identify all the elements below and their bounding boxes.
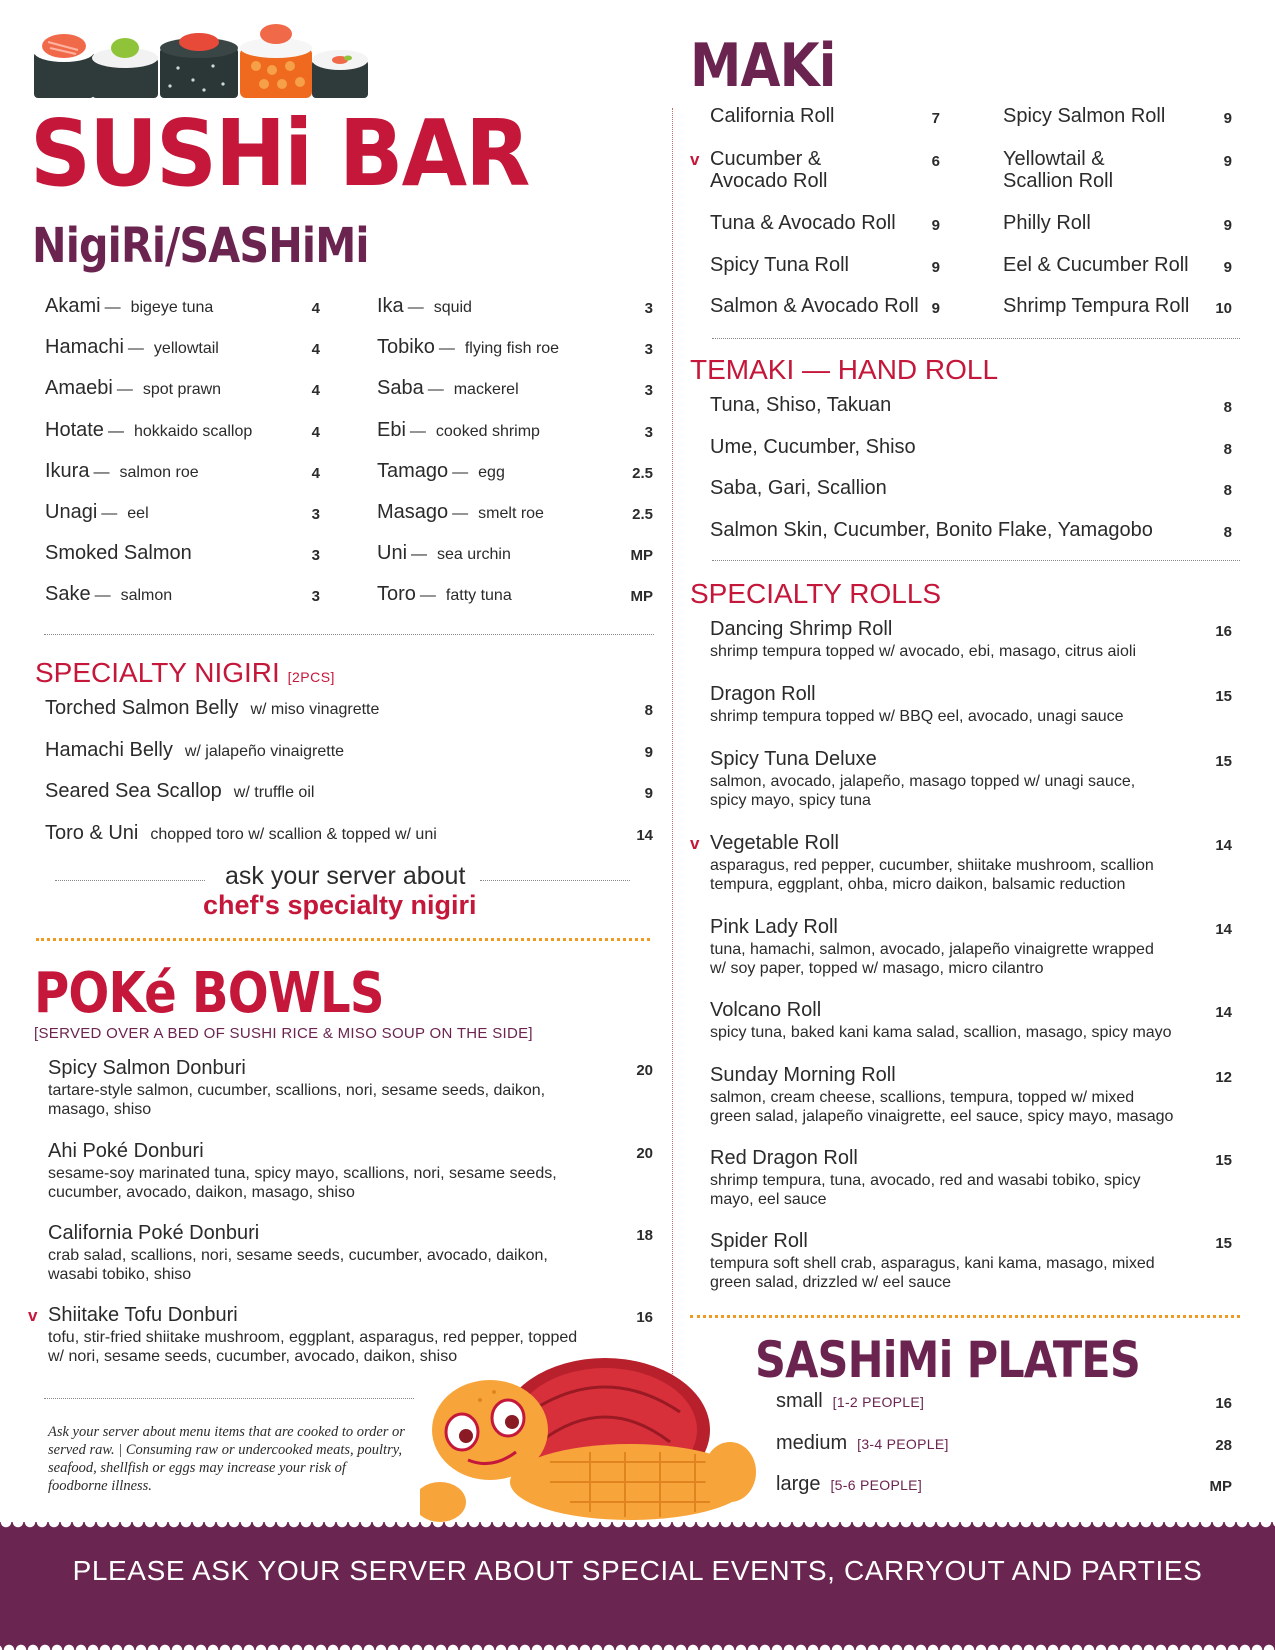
menu-item	[1003, 212, 1091, 235]
item-price: 8	[1223, 440, 1232, 458]
poke-tag: [SERVED OVER A BED OF SUSHI RICE & MISO SOUP ON THE SIDE]	[34, 1025, 533, 1042]
item-description: sesame-soy marinated tuna, spicy mayo, scallions, nori, sesame seeds,	[48, 1165, 557, 1182]
dash-separator: —	[419, 587, 436, 605]
item-price: 9	[1223, 153, 1232, 170]
item-price: MP	[1209, 1478, 1232, 1495]
item-description: salmon, avocado, jalapeño, masago topped w/ unagi sauce,	[710, 773, 1136, 790]
item-name: Volcano Roll	[710, 999, 822, 1021]
item-price: 15	[1215, 1235, 1232, 1252]
item-description: bigeye tuna	[130, 299, 214, 316]
item-price: 16	[636, 1309, 653, 1326]
item-name: California Poké Donburi	[48, 1222, 260, 1244]
item-name: Ebi	[377, 418, 406, 441]
sushi-illustration	[28, 18, 388, 103]
item-name: Yellowtail &	[1003, 148, 1105, 170]
menu-item	[710, 1147, 858, 1170]
item-description: shrimp tempura, tuna, avocado, red and wasabi tobiko, spicy	[710, 1172, 1141, 1189]
menu-item	[1003, 148, 1105, 171]
dash-separator: —	[452, 463, 469, 481]
item-name: Spicy Salmon Donburi	[48, 1057, 246, 1079]
item-price: 20	[636, 1062, 653, 1079]
item-description: wasabi tobiko, shiso	[48, 1265, 192, 1283]
menu-item	[48, 1304, 238, 1327]
vegetarian-mark: v	[28, 1306, 38, 1325]
item-price: 7	[931, 110, 940, 127]
menu-item-line2	[1003, 170, 1113, 193]
vegetarian-mark: v	[690, 834, 700, 853]
item-name: Unagi	[45, 501, 98, 523]
item-price: 14	[636, 826, 653, 844]
item-name: Sunday Morning Roll	[710, 1064, 896, 1086]
item-price: 9	[644, 785, 653, 802]
menu-item	[710, 212, 896, 235]
item-description: spicy tuna, baked kani kama salad, scallion, masago, spicy mayo	[710, 1024, 1172, 1041]
menu-item	[710, 519, 1153, 542]
item-price: 3	[311, 547, 320, 565]
item-name: Hamachi	[45, 336, 124, 359]
menu-item	[45, 583, 172, 606]
item-price: 4	[311, 382, 320, 400]
item-description: green salad, drizzled w/ eel sauce	[710, 1273, 952, 1291]
menu-item	[1003, 295, 1189, 318]
divider	[712, 338, 1240, 339]
divider	[480, 880, 630, 881]
ask-server-line: ask your server about	[225, 862, 466, 890]
item-name: Philly Roll	[1003, 212, 1091, 234]
item-description: mayo, eel sauce	[710, 1190, 827, 1208]
item-name: Ahi Poké Donburi	[48, 1140, 204, 1162]
item-name: Sake	[45, 583, 91, 606]
item-price: 16	[1215, 1395, 1232, 1412]
item-price: 4	[311, 464, 320, 482]
item-name: Ume, Cucumber, Shiso	[710, 435, 916, 458]
item-name: Spicy Tuna Roll	[710, 254, 849, 276]
item-name: California Roll	[710, 105, 835, 127]
item-price: 8	[1223, 399, 1232, 416]
item-price: 9	[931, 259, 940, 276]
menu-item	[377, 419, 540, 442]
item-price: 9	[931, 300, 940, 317]
page-title: SUSHi BAR	[30, 100, 529, 207]
menu-item	[45, 460, 199, 483]
item-description: green salad, jalapeño vinaigrette, eel sauce, spicy mayo, masago	[710, 1107, 1174, 1125]
item-description: fatty tuna	[445, 587, 512, 605]
item-description: spicy mayo, spicy tuna	[710, 791, 871, 809]
item-description: mackerel	[453, 381, 519, 399]
item-description: w/ nori, sesame seeds, cucumber, avocado, daikon, shiso	[48, 1347, 458, 1365]
item-serving-size: [5-6 PEOPLE]	[830, 1477, 923, 1493]
item-price: 3	[644, 382, 653, 400]
dash-separator: —	[101, 505, 118, 522]
menu-item-line2	[710, 170, 827, 193]
menu-item	[776, 1432, 949, 1455]
item-name: Avocado Roll	[710, 170, 828, 192]
menu-item	[710, 436, 916, 459]
menu-item	[45, 542, 192, 565]
dash-separator: —	[127, 340, 144, 358]
item-price: 9	[1223, 217, 1232, 234]
item-description: salmon	[120, 587, 173, 605]
item-name: Saba, Gari, Scallion	[710, 477, 887, 500]
menu-item	[776, 1390, 924, 1413]
item-price: 2.5	[632, 506, 653, 523]
menu-item	[710, 295, 919, 318]
item-name: Spider Roll	[710, 1230, 808, 1252]
item-price: 16	[1215, 623, 1232, 640]
item-price: 15	[1215, 688, 1232, 705]
item-name: Spicy Salmon Roll	[1003, 105, 1166, 127]
dash-separator: —	[104, 299, 121, 316]
dash-separator: —	[438, 340, 455, 358]
item-price: 3	[644, 341, 653, 359]
menu-item	[45, 295, 213, 318]
item-description: egg	[478, 463, 505, 481]
menu-item	[710, 105, 835, 128]
item-description: tempura, eggplant, ohba, micro daikon, balsamic reduction	[710, 875, 1126, 893]
item-price: 20	[636, 1145, 653, 1162]
item-description: tempura soft shell crab, asparagus, kani kama, masago, mixed	[710, 1255, 1155, 1272]
wasabi-roll-icon	[92, 38, 158, 98]
item-description: yellowtail	[153, 340, 219, 358]
menu-item	[1003, 254, 1189, 277]
item-description: w/ truffle oil	[233, 784, 315, 801]
dash-separator: —	[409, 422, 426, 440]
menu-item	[45, 336, 219, 359]
menu-item	[48, 1140, 204, 1163]
item-description: salmon roe	[119, 463, 199, 481]
raw-food-notice: Ask your server about menu items that are cooked to order or served raw. | Consuming raw or undercooked meats, poultry, seafood, shellfish or eggs may increase your risk of foodborne illness.	[48, 1424, 405, 1494]
item-description: squid	[433, 299, 472, 316]
item-name: medium	[776, 1431, 848, 1454]
item-name: Tamago	[377, 459, 449, 482]
item-name: Masago	[377, 501, 449, 523]
menu-item	[377, 583, 512, 606]
item-price: MP	[630, 547, 653, 565]
item-description: flying fish roe	[464, 340, 560, 358]
menu-item	[48, 1222, 259, 1245]
item-description: sea urchin	[437, 546, 511, 564]
item-name: Spicy Tuna Deluxe	[710, 748, 877, 770]
dash-separator: —	[116, 381, 133, 399]
menu-item	[710, 148, 821, 171]
item-name: Tuna & Avocado Roll	[710, 212, 896, 234]
item-description: cucumber, avocado, daikon, masago, shiso	[48, 1183, 355, 1201]
menu-item	[377, 336, 559, 359]
divider	[55, 880, 205, 881]
dash-separator: —	[93, 463, 110, 481]
item-description: cooked shrimp	[435, 422, 540, 440]
item-price: MP	[630, 588, 653, 606]
item-price: 3	[311, 588, 320, 606]
maki-heading: MAKi	[690, 31, 836, 101]
divider	[44, 1398, 414, 1399]
item-name: Salmon Skin, Cucumber, Bonito Flake, Yamagobo	[710, 519, 1153, 542]
menu-item	[377, 501, 544, 524]
item-serving-size: [3-4 PEOPLE]	[857, 1435, 949, 1452]
item-price: 4	[311, 300, 320, 317]
divider	[712, 560, 1240, 561]
item-name: Saba	[377, 377, 424, 400]
menu-item	[710, 1064, 896, 1087]
specialty-rolls-heading: SPECIALTY ROLLS	[690, 578, 942, 609]
item-description: asparagus, red pepper, cucumber, shiitake mushroom, scallion	[710, 857, 1154, 874]
item-price: 14	[1215, 1004, 1232, 1021]
item-name: Hamachi Belly	[45, 738, 173, 761]
poke-heading: POKé BOWLS	[34, 961, 384, 1026]
item-price: 3	[644, 300, 653, 317]
menu-item	[377, 542, 511, 565]
item-name: Cucumber &	[710, 148, 822, 170]
menu-item	[45, 501, 149, 524]
item-name: Scallion Roll	[1003, 170, 1114, 192]
menu-item	[45, 739, 344, 762]
menu-item	[45, 377, 221, 400]
item-price: 9	[1223, 259, 1232, 276]
item-description: tuna, hamachi, salmon, avocado, jalapeño vinaigrette wrapped	[710, 941, 1154, 958]
item-name: Ika	[377, 295, 404, 317]
item-name: Dragon Roll	[710, 683, 816, 705]
item-price: 9	[1223, 110, 1232, 127]
roe-roll-icon	[240, 24, 312, 98]
item-name: Toro	[377, 583, 416, 606]
item-name: Vegetable Roll	[710, 832, 839, 854]
item-name: Eel & Cucumber Roll	[1003, 254, 1189, 276]
footer-scallop-top	[0, 1522, 1275, 1532]
item-description: w/ soy paper, topped w/ masago, micro cilantro	[710, 959, 1044, 977]
item-description: masago, shiso	[48, 1100, 152, 1118]
item-price: 4	[311, 423, 320, 441]
item-name: large	[776, 1473, 821, 1495]
menu-item	[710, 999, 821, 1022]
salmon-roll-icon	[34, 34, 94, 98]
item-description: salmon, cream cheese, scallions, tempura, topped w/ mixed	[710, 1089, 1135, 1106]
sesame-roll-icon	[160, 33, 238, 98]
item-name: Smoked Salmon	[45, 542, 192, 565]
footer-scallop-bottom	[0, 1640, 1275, 1650]
specialty-nigiri-heading: SPECIALTY NIGIRI [2PCS]	[35, 657, 335, 688]
item-price: 8	[1223, 524, 1232, 542]
nigiri-heading: NigiRi/SASHiMi	[32, 218, 369, 274]
menu-item	[710, 683, 816, 706]
item-description: chopped toro w/ scallion & topped w/ uni	[150, 825, 437, 843]
sashimi-plates-heading: SASHiMi PLATES	[755, 1331, 1140, 1389]
item-name: Amaebi	[45, 377, 113, 400]
item-name: Seared Sea Scallop	[45, 780, 222, 802]
specialty-nigiri-tag: [2PCS]	[287, 669, 335, 685]
maki-slice-icon	[312, 50, 368, 98]
menu-item	[377, 460, 505, 483]
item-price: 3	[644, 423, 653, 441]
column-divider	[672, 108, 673, 1508]
item-price: 9	[644, 743, 653, 761]
footer-text: PLEASE ASK YOUR SERVER ABOUT SPECIAL EVENTS, CARRYOUT AND PARTIES	[72, 1555, 1203, 1586]
item-name: small	[776, 1390, 823, 1412]
item-name: Shiitake Tofu Donburi	[48, 1304, 238, 1326]
item-description: w/ jalapeño vinaigrette	[184, 742, 345, 760]
divider	[690, 1315, 1240, 1318]
menu-item	[45, 697, 379, 720]
menu-item	[710, 394, 891, 417]
item-name: Shrimp Tempura Roll	[1003, 295, 1190, 317]
item-price: 18	[636, 1227, 653, 1244]
item-description: spot prawn	[142, 381, 222, 399]
item-price: 9	[931, 217, 940, 234]
menu-item	[710, 748, 877, 771]
item-name: Tobiko	[377, 336, 435, 359]
dash-separator: —	[94, 587, 111, 605]
item-price: 15	[1215, 753, 1232, 770]
item-description: shrimp tempura topped w/ avocado, ebi, masago, citrus aioli	[710, 643, 1136, 660]
item-price: 8	[1223, 482, 1232, 500]
menu-item	[45, 419, 252, 442]
item-name: Dancing Shrimp Roll	[710, 618, 893, 640]
dash-separator: —	[407, 299, 424, 316]
item-description: tartare-style salmon, cucumber, scallions, nori, sesame seeds, daikon,	[48, 1082, 546, 1099]
item-price: 15	[1215, 1152, 1232, 1169]
menu-item	[377, 295, 472, 318]
item-name: Tuna, Shiso, Takuan	[710, 394, 892, 416]
item-name: Torched Salmon Belly	[45, 697, 239, 719]
item-price: 3	[311, 506, 320, 523]
item-price: 4	[311, 341, 320, 359]
menu-item	[710, 477, 887, 500]
item-name: Hotate	[45, 418, 104, 441]
dash-separator: —	[452, 505, 469, 522]
menu-item	[710, 916, 838, 939]
item-description: tofu, stir-fried shiitake mushroom, eggplant, asparagus, red pepper, topped	[48, 1329, 578, 1346]
item-price: 6	[931, 153, 940, 170]
menu-item	[48, 1057, 246, 1080]
divider	[44, 634, 654, 635]
item-price: 10	[1215, 300, 1232, 317]
item-price: 2.5	[632, 464, 653, 482]
vegetarian-mark: v	[690, 150, 700, 169]
item-description: crab salad, scallions, nori, sesame seeds, cucumber, avocado, daikon,	[48, 1247, 548, 1264]
menu-item	[710, 832, 839, 855]
item-name: Pink Lady Roll	[710, 916, 838, 938]
divider	[36, 938, 650, 941]
item-description: smelt roe	[478, 505, 544, 522]
menu-item	[377, 377, 519, 400]
item-name: Ikura	[45, 459, 90, 482]
item-price: 28	[1215, 1436, 1232, 1454]
item-name: Akami	[45, 295, 101, 317]
item-serving-size: [1-2 PEOPLE]	[832, 1394, 925, 1410]
chefs-specialty-line: chef's specialty nigiri	[203, 890, 477, 920]
item-name: Salmon & Avocado Roll	[710, 295, 919, 317]
menu-item	[45, 780, 314, 803]
turtle-mascot-illustration	[420, 1352, 780, 1532]
item-price: 14	[1215, 837, 1232, 854]
item-name: Red Dragon Roll	[710, 1147, 858, 1169]
temaki-heading: TEMAKI — HAND ROLL	[690, 354, 999, 385]
item-description: w/ miso vinagrette	[250, 701, 380, 718]
item-price: 8	[644, 702, 653, 719]
item-name: Toro & Uni	[45, 821, 139, 844]
menu-item	[1003, 105, 1165, 128]
item-name: Uni	[377, 542, 408, 565]
item-description: eel	[127, 505, 149, 522]
menu-item	[710, 254, 849, 277]
item-price: 12	[1215, 1069, 1232, 1086]
dash-separator: —	[107, 422, 124, 440]
menu-item	[776, 1473, 922, 1496]
item-description: shrimp tempura topped w/ BBQ eel, avocado, unagi sauce	[710, 708, 1124, 725]
item-price: 14	[1215, 921, 1232, 938]
dash-separator: —	[427, 381, 444, 399]
menu-item	[710, 1230, 808, 1253]
menu-item	[45, 822, 437, 845]
dash-separator: —	[411, 546, 428, 564]
item-description: hokkaido scallop	[133, 422, 253, 440]
menu-item	[710, 618, 892, 641]
